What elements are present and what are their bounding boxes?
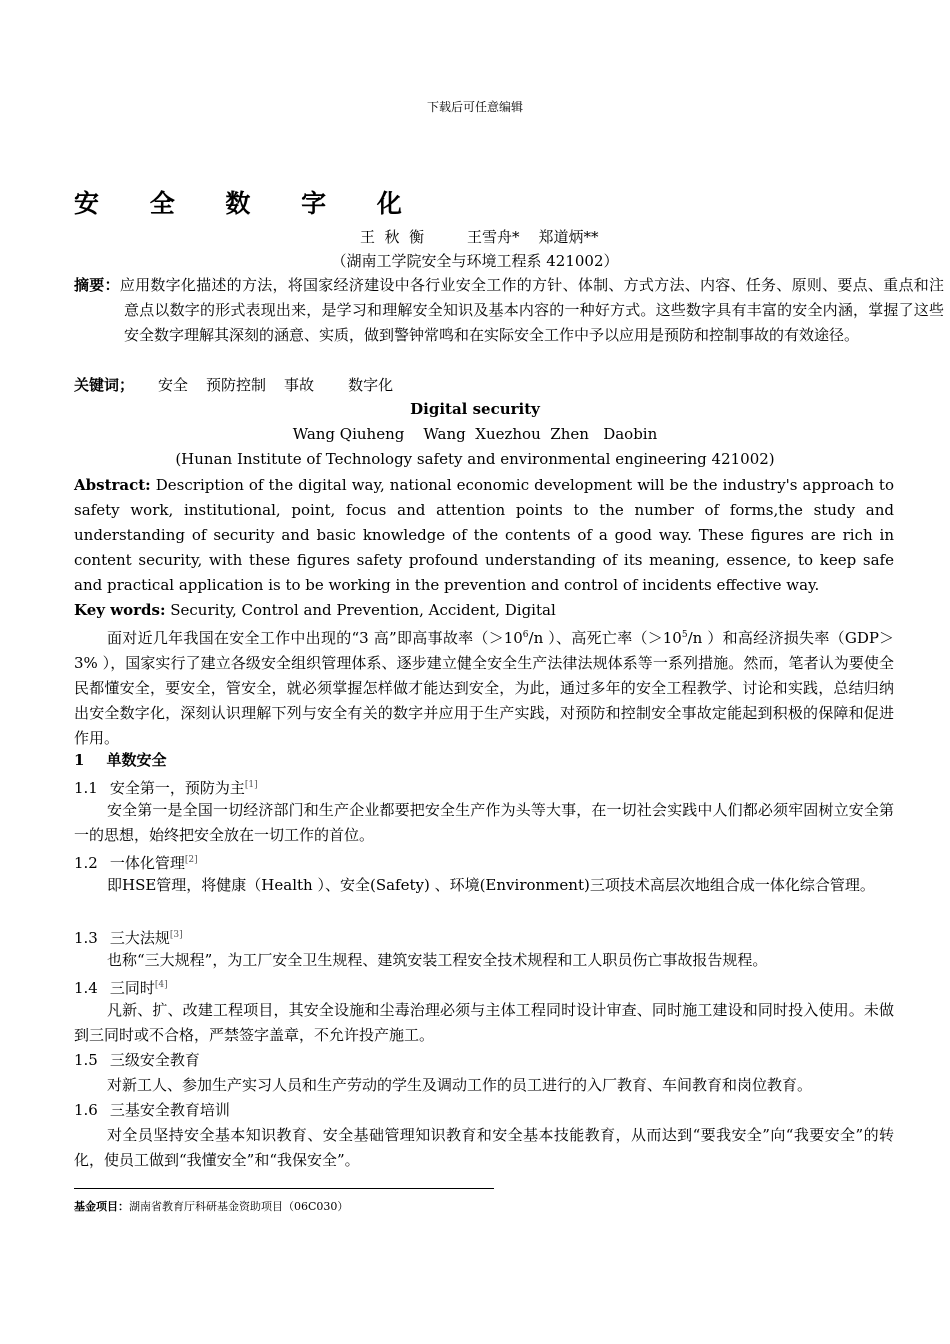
keywords-cn <box>74 373 894 398</box>
item-body: 对全员坚持安全基本知识教育、安全基础管理知识教育和安全基本技能教育，从而达到“要我安全”向“我要安全”的转化，使员工做到“我懂安全”和“我保安全”。 <box>74 1126 894 1169</box>
keywords-en-text: Security, Control and Prevention, Accident, Digital <box>165 601 556 619</box>
keywords-cn-label: 关键词； <box>74 376 135 394</box>
abstract-cn <box>74 273 944 348</box>
footnote-label: 基金项目： <box>74 1200 129 1213</box>
affiliation-en: (Hunan Institute of Technology safety and environmental engineering 421002) <box>175 450 775 468</box>
item-heading: 1.4 三同时[4] <box>74 979 168 997</box>
affiliation-cn: （湖南工学院安全与环境工程系 421002） <box>331 252 619 270</box>
paper-title: 安 全 数 字 化 <box>74 189 423 218</box>
item-heading: 1.2 一体化管理[2] <box>74 854 198 872</box>
item-body: 也称“三大规程”，为工厂安全卫生规程、建筑安装工程安全技术规程和工人职员伤亡事故报告规程。 <box>107 951 768 969</box>
keywords-en-label: Key words: <box>74 601 166 619</box>
item-body: 安全第一是全国一切经济部门和生产企业都要把安全生产作为头等大事，在一切社会实践中人们都必须牢固树立安全第一的思想，始终把安全放在一切工作的首位。 <box>74 801 894 844</box>
keyword: 事故 <box>284 376 315 394</box>
item-heading: 1.5 三级安全教育 <box>74 1051 200 1069</box>
item-heading: 1.1 安全第一，预防为主[1] <box>74 779 258 797</box>
keywords-en <box>74 598 894 623</box>
footnote-text: 湖南省教育厅科研基金资助项目（06C030） <box>129 1200 349 1213</box>
item-heading: 1.6 三基安全教育培训 <box>74 1101 230 1119</box>
abstract-cn-text: 应用数字化描述的方法，将国家经济建设中各行业安全工作的方针、体制、方式方法、内容、任务、原则、要点、重点和注意点以数字的形式表现出来，是学习和理解安全知识及基本内容的一种好方式。这些数字具有丰富的安全内涵，掌握了这些安全数字理解其深刻的涵意、实质，做到警钟常鸣和在实际安全工作中予以应用是预防和控制事故的有效途径。 <box>119 276 944 344</box>
keyword: 数字化 <box>348 376 394 394</box>
header-note: 下载后可任意编辑 <box>426 100 523 114</box>
footnote-divider <box>74 1188 494 1189</box>
keyword: 安全 <box>158 376 189 394</box>
abstract-en-text: Description of the digital way, national economic development will be the industry's approach to safety work, institutional, point, focus and attention points to the number of forms,the study and understanding of security and basic knowledge of the contents of a good way. These figures are rich in content security, with these figures safety profound understanding of its meaning, essence, to keep safe and practical application is to be working in the prevention and control of incidents effective way. <box>74 476 894 594</box>
abstract-en <box>74 473 894 598</box>
abstract-cn-label: 摘要： <box>74 276 120 294</box>
authors-cn: 王 秋 衡 王雪舟* 郑道炳** <box>360 228 599 246</box>
keyword: 预防控制 <box>206 376 267 394</box>
authors-en: Wang Qiuheng Wang Xuezhou Zhen Daobin <box>292 425 658 443</box>
item-body: 即HSE管理，将健康（Health ）、安全(Safety) 、环境(Environment)三项技术高层次地组合成一体化综合管理。 <box>107 876 875 894</box>
title-en: Digital security <box>410 400 540 418</box>
section-1-heading: 1 单数安全 <box>74 751 167 769</box>
item-body: 凡新、扩、改建工程项目，其安全设施和尘毒治理必须与主体工程同时设计审查、同时施工建设和同时投入使用。未做到三同时或不合格，严禁签字盖章，不允许投产施工。 <box>74 1001 894 1044</box>
item-heading: 1.3 三大法规[3] <box>74 929 183 947</box>
footnote <box>74 1198 348 1214</box>
intro-paragraph: 面对近几年我国在安全工作中出现的“3 高”即高事故率（$>10^6/n$ ）、高死亡率（$>10^5/n$ ）和高经济损失率（GDP＞3% ），国家实行了建立各级安全组织管理体系、逐步建立健全安全生产法律法规体系等一系列措施。然而，笔者认为要使全民都懂安全，要安全，管安全，就必须掌握怎样做才能达到安全，为此，通过多年的安全工程教学、讨论和实践，总结归纳出安全数字化，深刻认识理解下列与安全有关的数字并应用于生产实践，对预防和控制安全事故定能起到积极的保障和促进作用。 <box>74 629 894 747</box>
abstract-en-label: Abstract: <box>74 476 151 494</box>
item-body: 对新工人、参加生产实习人员和生产劳动的学生及调动工作的员工进行的入厂教育、车间教育和岗位教育。 <box>107 1076 813 1094</box>
